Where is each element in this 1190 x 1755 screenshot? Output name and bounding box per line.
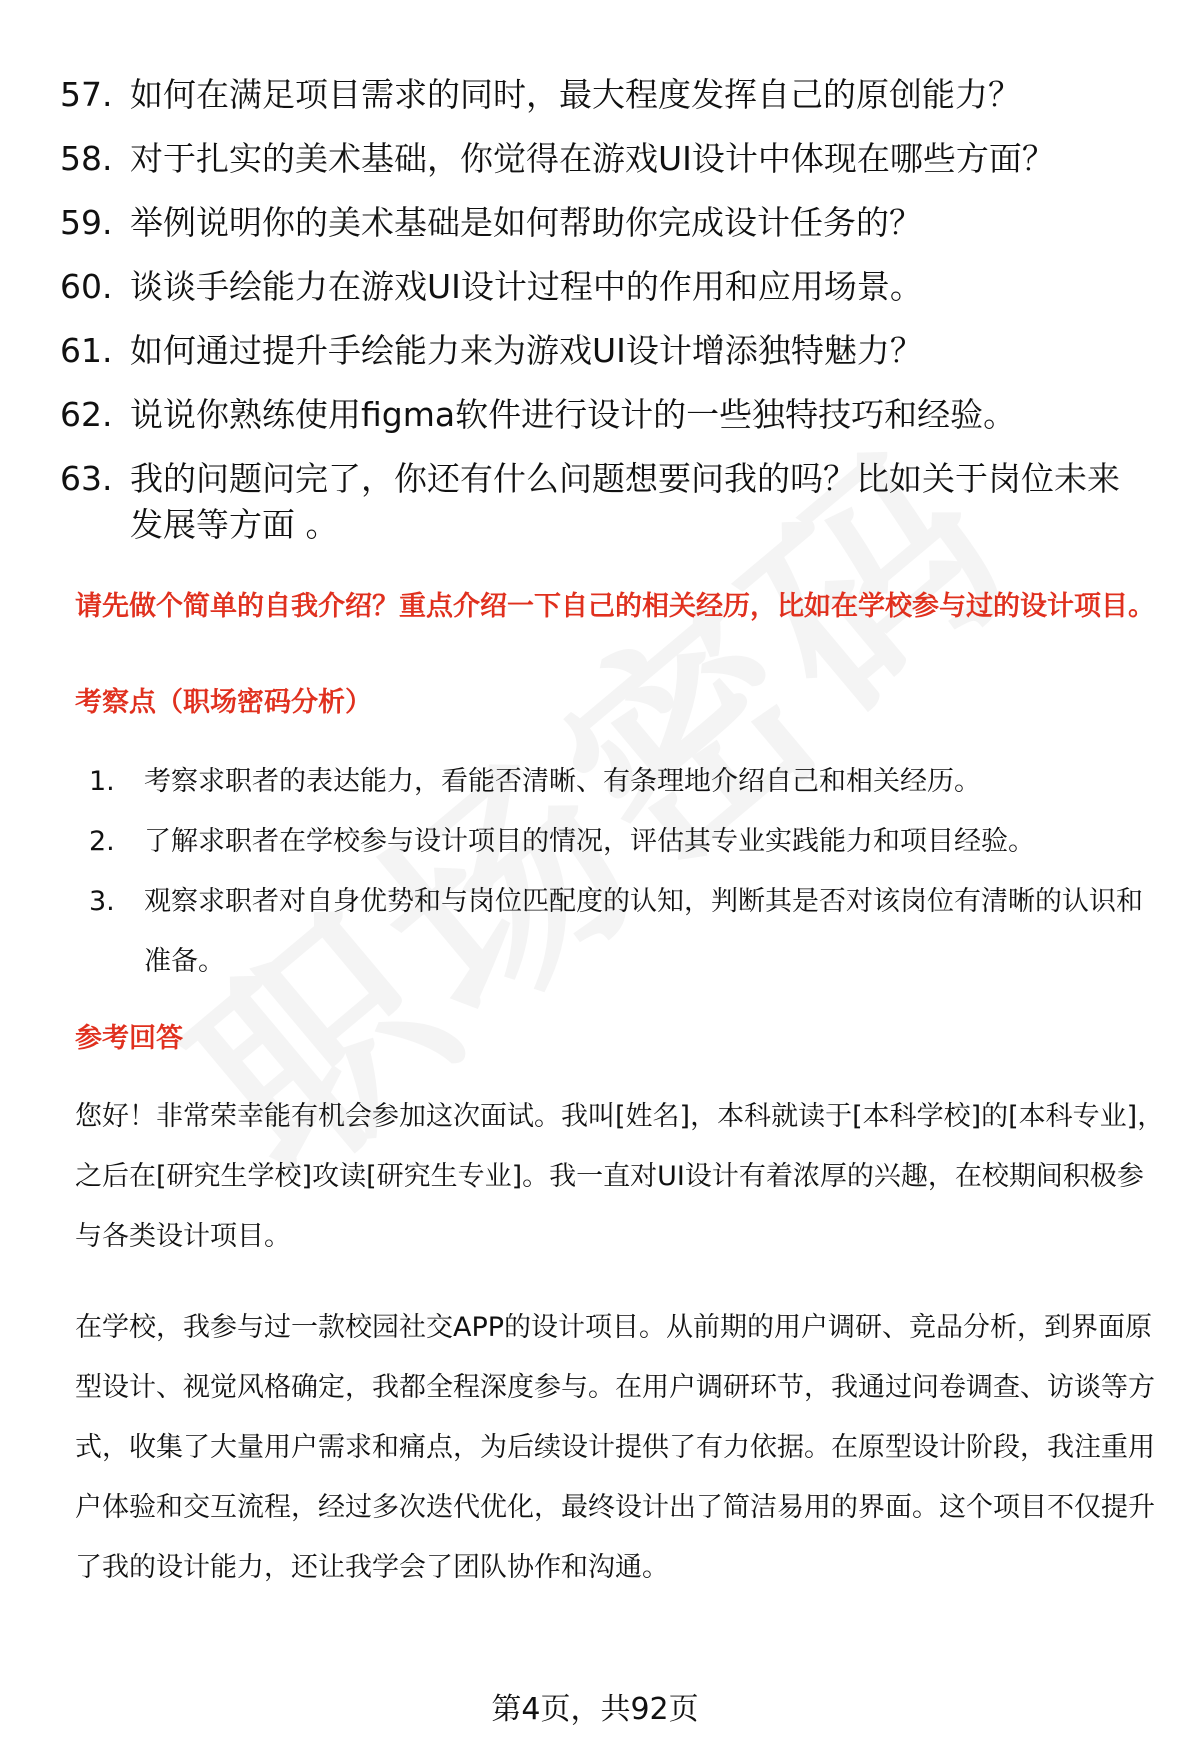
- question-text: 如何通过提升手绘能力来为游戏UI设计增添独特魅力？: [130, 331, 923, 370]
- answer-paragraph: 您好！非常荣幸能有机会参加这次面试。我叫[姓名]，本科就读于[本科学校]的[本科专业]，之后在[研究生学校]攻读[研究生专业]。我一直对UI设计有着浓厚的兴趣，在校期间积极参与各类设计项目。: [75, 1101, 1165, 1252]
- point-number: 3.: [89, 886, 115, 917]
- point-number: 2.: [89, 826, 115, 857]
- question-number: 57.: [60, 75, 113, 114]
- page-number-footer: 第4页，共92页: [491, 1692, 699, 1727]
- point-text: 了解求职者在学校参与设计项目的情况，评估其专业实践能力和项目经验。: [144, 826, 1035, 857]
- assessment-point: [75, 872, 1165, 992]
- question-item: [60, 264, 1150, 310]
- question-text: 对于扎实的美术基础，你觉得在游戏UI设计中体现在哪些方面？: [130, 139, 1055, 178]
- point-number: 1.: [89, 766, 115, 797]
- assessment-point: [75, 812, 1165, 872]
- question-number: 63.: [60, 459, 113, 498]
- question-item: [60, 200, 1150, 246]
- question-number: 59.: [60, 203, 113, 242]
- reference-answer-heading: 参考回答: [75, 1023, 183, 1054]
- assessment-points-heading: 考察点（职场密码分析）: [75, 687, 372, 718]
- assessment-point: [75, 752, 1165, 812]
- question-text: 我的问题问完了，你还有什么问题想要问我的吗？比如关于岗位未来发展等方面 。: [130, 459, 1120, 544]
- question-list: [60, 72, 1150, 566]
- assessment-points-list: [75, 752, 1165, 992]
- question-number: 60.: [60, 267, 113, 306]
- interview-question-heading: 请先做个简单的自我介绍？重点介绍一下自己的相关经历，比如在学校参与过的设计项目。: [75, 591, 1155, 622]
- answer-paragraph: 在学校，我参与过一款校园社交APP的设计项目。从前期的用户调研、竞品分析，到界面原型设计、视觉风格确定，我都全程深度参与。在用户调研环节，我通过问卷调查、访谈等方式，收集了大量用户需求和痛点，为后续设计提供了有力依据。在原型设计阶段，我注重用户体验和交互流程，经过多次迭代优化，最终设计出了简洁易用的界面。这个项目不仅提升了我的设计能力，还让我学会了团队协作和沟通。: [75, 1312, 1155, 1583]
- point-text: 观察求职者对自身优势和与岗位匹配度的认知，判断其是否对该岗位有清晰的认识和准备。: [144, 886, 1143, 977]
- question-text: 如何在满足项目需求的同时，最大程度发挥自己的原创能力？: [130, 75, 1021, 114]
- question-item: [60, 456, 1150, 548]
- point-text: 考察求职者的表达能力，看能否清晰、有条理地介绍自己和相关经历。: [144, 766, 981, 797]
- question-item: [60, 328, 1150, 374]
- question-text: 谈谈手绘能力在游戏UI设计过程中的作用和应用场景。: [130, 267, 923, 306]
- question-item: [60, 72, 1150, 118]
- question-item: [60, 392, 1150, 438]
- question-text: 说说你熟练使用figma软件进行设计的一些独特技巧和经验。: [130, 395, 1017, 434]
- question-number: 61.: [60, 331, 113, 370]
- question-number: 62.: [60, 395, 113, 434]
- question-number: 58.: [60, 139, 113, 178]
- question-text: 举例说明你的美术基础是如何帮助你完成设计任务的？: [130, 203, 922, 242]
- question-item: [60, 136, 1150, 182]
